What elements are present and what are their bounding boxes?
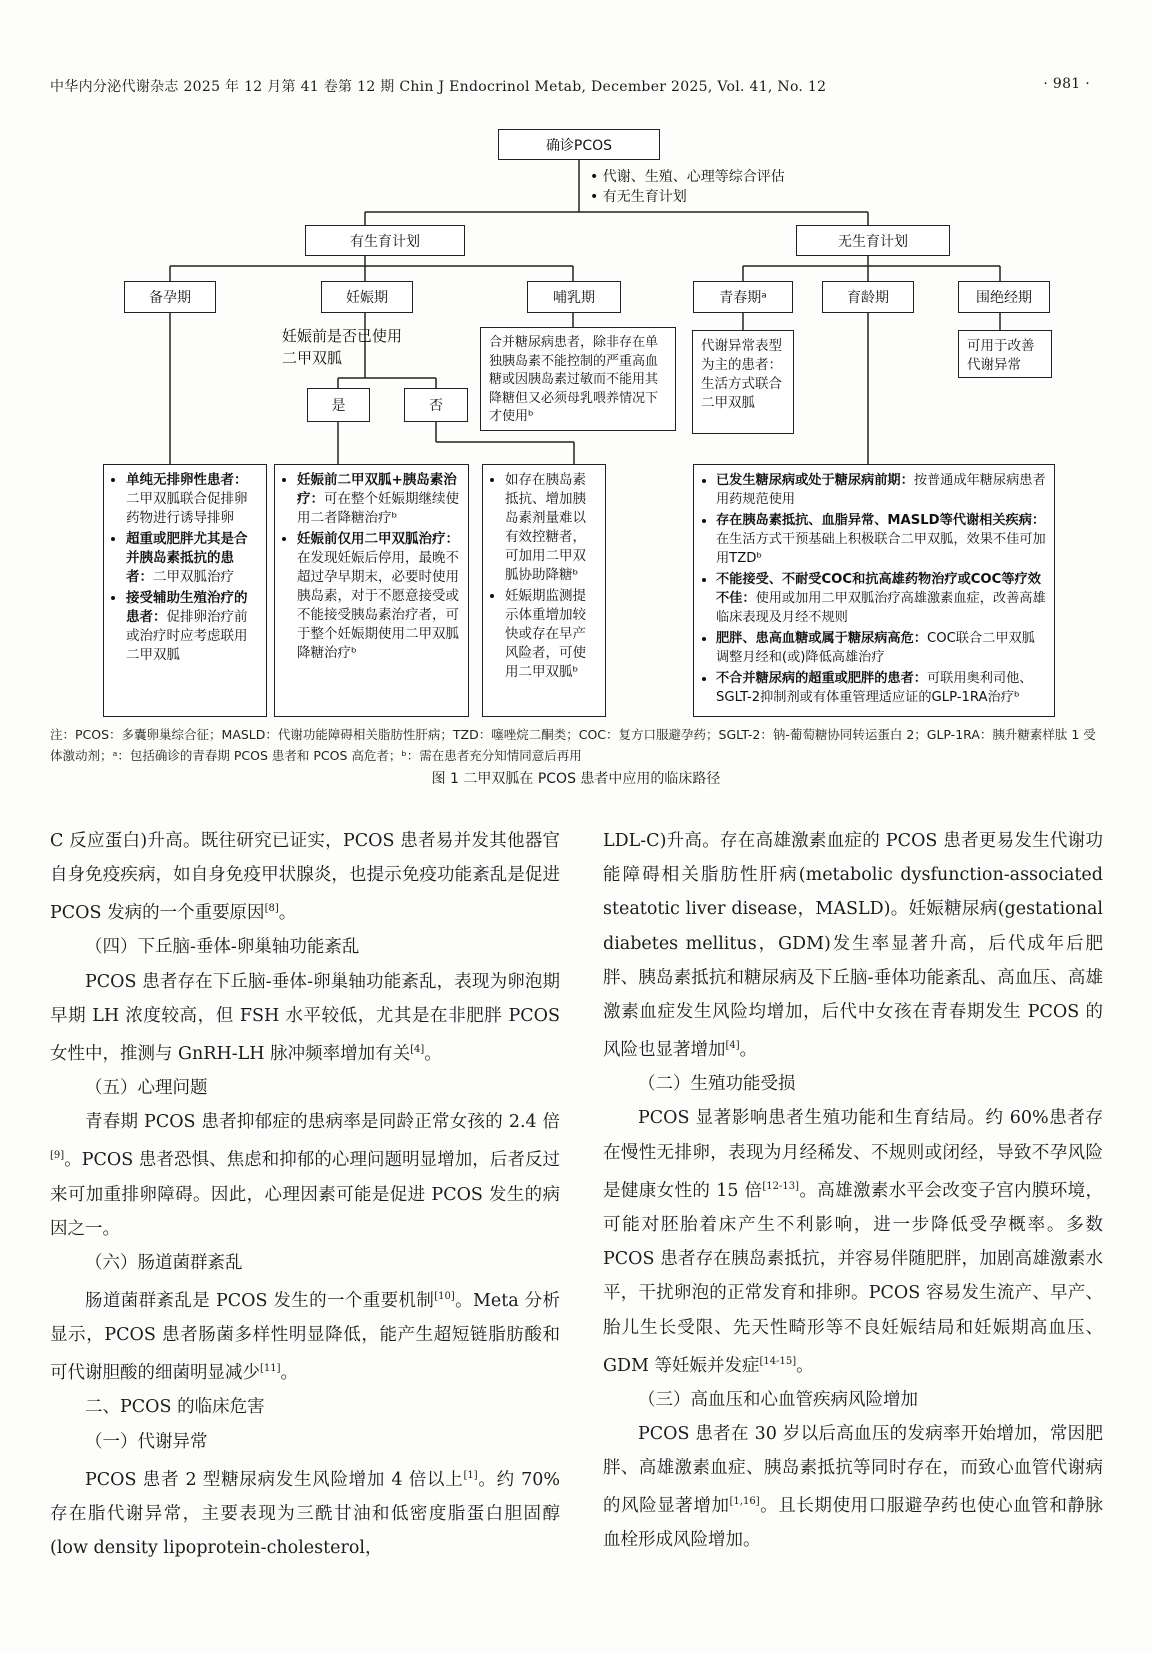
pregnancy-yes-item-text: 可在整个妊娠期继续使用二者降糖治疗ᵇ [297,491,459,526]
citation: [10] [434,1291,455,1303]
pregnancy-yes-item-heading: 妊娠前二甲双胍+胰岛素治疗： [297,472,457,507]
section-heading: （二）生殖功能受损 [638,1074,796,1095]
paragraph: 青春期 PCOS 患者抑郁症的患病率是同龄正常女孩的 2.4 倍[9]。PCOS 患者恐惧、焦虑和抑郁的心理问题明显增加，后者反过来可加重排卵障碍。因此，心理因素可能是促进 PCOS 发生的病因之一。 [50,1112,560,1239]
perimenopause-note-box: 可用于改善代谢异常 [958,330,1052,378]
adolescence-note-box: 代谢异常表型为主的患者：生活方式联合二甲双胍 [692,330,794,434]
preparation-detail-box [103,464,267,717]
section-heading: （五）心理问题 [85,1078,208,1099]
paragraph: PCOS 患者在 30 岁以后高血压的发病率开始增加，常因肥胖、高雄激素血症、胰岛素抵抗等同时存在，而致心血管代谢病的风险显著增加[1,16]。且长期使用口服避孕药也使心血管和静脉血栓形成风险增加。 [603,1423,1104,1551]
pregnancy-question: 妊娠前是否已使用二甲双胍 [282,327,403,367]
stage-pregnancy: 妊娠期 [321,281,413,313]
stage-lactation: 哺乳期 [527,281,621,313]
root-note-1: • 代谢、生殖、心理等综合评估 [590,169,785,185]
journal-header: 中华内分泌代谢杂志 2025 年 12 月第 41 卷第 12 期 Chin J Endocrinol Metab, December 2025, Vol. 41, No. 12 [50,79,827,95]
citation: [11] [260,1363,281,1375]
preparation-item-text: 促排卵治疗前或治疗时应考虑联用二甲双胍 [126,609,248,663]
right-column [603,824,1103,1558]
pregnancy-yes-item [297,471,460,528]
citation: [1,16] [729,1496,760,1508]
pregnancy-yes-item-heading: 妊娠前仅用二甲双胍治疗： [297,531,459,547]
section-heading: （四）下丘脑-垂体-卵巢轴功能紊乱 [85,937,360,958]
reproductive-age-item-heading: 肥胖、患高血糖或属于糖尿病高危： [716,631,927,646]
no-box: 否 [404,388,468,422]
pregnancy-yes-list [283,471,460,663]
reproductive-age-item [716,570,1046,627]
pregnancy-yes-item-text: 在发现妊娠后停用，最晚不超过孕早期末，必要时使用胰岛素，对于不愿意接受或不能接受胰岛素治疗者，可于整个妊娠期使用二甲双胍降糖治疗ᵇ [297,550,459,661]
root-note-2: • 有无生育计划 [590,189,687,205]
reproductive-age-item [716,511,1046,568]
flowchart-figure [0,0,1152,720]
pregnancy-no-list [491,471,597,682]
citation: [1] [463,1469,478,1481]
paragraph: PCOS 患者存在下丘脑-垂体-卵巢轴功能紊乱，表现为卵泡期早期 LH 浓度较高，但 FSH 水平较低，尤其是在非肥胖 PCOS 女性中，推测与 GnRH-LH 脉冲频率增加有关[4]。 [50,971,560,1064]
reproductive-age-item-heading: 不能接受、不耐受COC和抗高雄药物治疗或COC等疗效不佳： [716,572,1041,606]
citation: [4] [725,1040,740,1052]
reproductive-age-item [716,669,1046,707]
preparation-list [112,471,258,665]
paragraph: LDL-C)升高。存在高雄激素血症的 PCOS 患者更易发生代谢功能障碍相关脂肪性肝病(metabolic dysfunction-associated steatotic liver disease，MASLD)。妊娠糖尿病(gestational diabetes mellitus，GDM)发生率显著升高，后代成年后肥胖、胰岛素抵抗和糖尿病及下丘脑-垂体功能紊乱、高血压、高雄激素血症发生风险均增加，后代中女孩在青春期发生 PCOS 的风险也显著增加[4]。 [603,831,1103,1061]
figure-note: 注：PCOS：多囊卵巢综合征；MASLD：代谢功能障碍相关脂肪性肝病；TZD：噻唑烷二酮类；COC：复方口服避孕药；SGLT-2：钠-葡萄糖协同转运蛋白 2；GLP-1RA：胰升糖素样肽 1 受体激动剂；ᵃ：包括确诊的青春期 PCOS 患者和 PCOS 高危者；ᵇ：需在患者充分知情同意后再用 [50,727,1096,763]
section-heading: 二、PCOS 的临床危害 [85,1397,265,1418]
preparation-item-text: 二甲双胍联合促排卵药物进行诱导排卵 [126,491,248,526]
stage-adolescence: 青春期ᵃ [693,281,793,313]
citation: [14-15] [759,1355,797,1367]
reproductive-age-item-text: 按普通成年糖尿病患者用药规范使用 [716,473,1046,507]
citation: [4] [410,1044,425,1056]
citation: [9] [50,1150,65,1162]
preparation-item [126,530,258,587]
branch-with-plan: 有生育计划 [305,225,465,256]
preparation-item-heading: 接受辅助生殖治疗的患者： [126,590,248,625]
page-number: · 981 · [1043,76,1090,92]
preparation-item [126,589,258,665]
reproductive-age-detail-box [693,464,1055,717]
pregnancy-yes-item [297,530,460,663]
reproductive-age-list [702,471,1046,707]
pregnancy-yes-detail-box [274,464,469,717]
stage-preparation: 备孕期 [124,281,216,313]
lactation-note-box: 合并糖尿病患者，除非存在单独胰岛素不能控制的严重高血糖或因胰岛素过敏而不能用其降糖但又必须母乳喂养情况下才使用ᵇ [480,327,676,431]
preparation-item [126,471,258,528]
reproductive-age-item [716,471,1046,509]
root-box: 确诊PCOS [498,129,660,160]
reproductive-age-item-text: 在生活方式干预基础上积极联合二甲双胍，效果不佳可加用TZDᵇ [716,532,1046,566]
section-heading: （六）肠道菌群紊乱 [85,1252,243,1273]
branch-no-plan: 无生育计划 [796,225,950,256]
preparation-item-heading: 超重或肥胖尤其是合并胰岛素抵抗的患者： [126,531,248,585]
section-heading: （三）高血压和心血管疾病风险增加 [638,1389,918,1410]
paragraph: C 反应蛋白)升高。既往研究已证实，PCOS 患者易并发其他器官自身免疫疾病，如自身免疫甲状腺炎，也提示免疫功能紊乱是促进 PCOS 发病的一个重要原因[8]。 [50,831,560,924]
pregnancy-no-item-text: 妊娠期监测提示体重增加较快或存在早产风险者，可使用二甲双胍ᵇ [505,588,586,680]
preparation-item-heading: 单纯无排卵性患者： [126,472,248,488]
figure-caption: 图 1 二甲双胍在 PCOS 患者中应用的临床路径 [431,771,721,787]
left-column [50,824,560,1565]
reproductive-age-item-heading: 已发生糖尿病或处于糖尿病前期： [716,473,914,488]
paragraph: PCOS 显著影响患者生殖功能和生育结局。约 60%患者存在慢性无排卵，表现为月经稀发、不规则或闭经，导致不孕风险是健康女性的 15 倍[12-13]。高雄激素水平会改变子宫内膜环境，可能对胚胎着床产生不利影响，进一步降低受孕概率。多数 PCOS 患者存在胰岛素抵抗，并容易伴随肥胖，加剧高雄激素水平，干扰卵泡的正常发育和排卵。PCOS 容易发生流产、早产、胎儿生长受限、先天性畸形等不良妊娠结局和妊娠期高血压、GDM 等妊娠并发症[14-15]。 [603,1108,1103,1376]
stage-reproductive-age: 育龄期 [822,281,914,313]
citation: [8] [264,903,279,915]
reproductive-age-item-text: COC联合二甲双胍调整月经和(或)降低高雄治疗 [716,631,1035,665]
section-heading: （一）代谢异常 [85,1431,208,1452]
pregnancy-no-detail-box [482,464,606,717]
pregnancy-no-item [505,587,597,682]
reproductive-age-item-heading: 不合并糖尿病的超重或肥胖的患者： [716,671,927,686]
paragraph: 肠道菌群紊乱是 PCOS 发生的一个重要机制[10]。Meta 分析显示，PCOS 患者肠菌多样性明显降低，能产生超短链脂肪酸和可代谢胆酸的细菌明显减少[11]。 [50,1290,560,1384]
reproductive-age-item-heading: 存在胰岛素抵抗、血脂异常、MASLD等代谢相关疾病： [716,513,1046,528]
paragraph: PCOS 患者 2 型糖尿病发生风险增加 4 倍以上[1]。约 70%存在脂代谢异常，主要表现为三酰甘油和低密度脂蛋白胆固醇(low density lipoprotein-cholesterol， [50,1469,560,1559]
citation: [12-13] [762,1180,799,1192]
preparation-item-text: 二甲双胍治疗 [153,569,234,585]
pregnancy-no-item-text: 如存在胰岛素抵抗、增加胰岛素剂量难以有效控糖者，可加用二甲双胍协助降糖ᵇ [505,472,586,583]
reproductive-age-item-text: 使用或加用二甲双胍治疗高雄激素血症，改善高雄临床表现及月经不规则 [716,591,1046,625]
pregnancy-no-item [505,471,597,585]
reproductive-age-item-text: 可联用奥利司他、SGLT-2抑制剂或有体重管理适应证的GLP-1RA治疗ᵇ [716,671,1033,705]
reproductive-age-item [716,629,1046,667]
stage-perimenopause: 围绝经期 [958,281,1050,313]
yes-box: 是 [307,388,370,422]
